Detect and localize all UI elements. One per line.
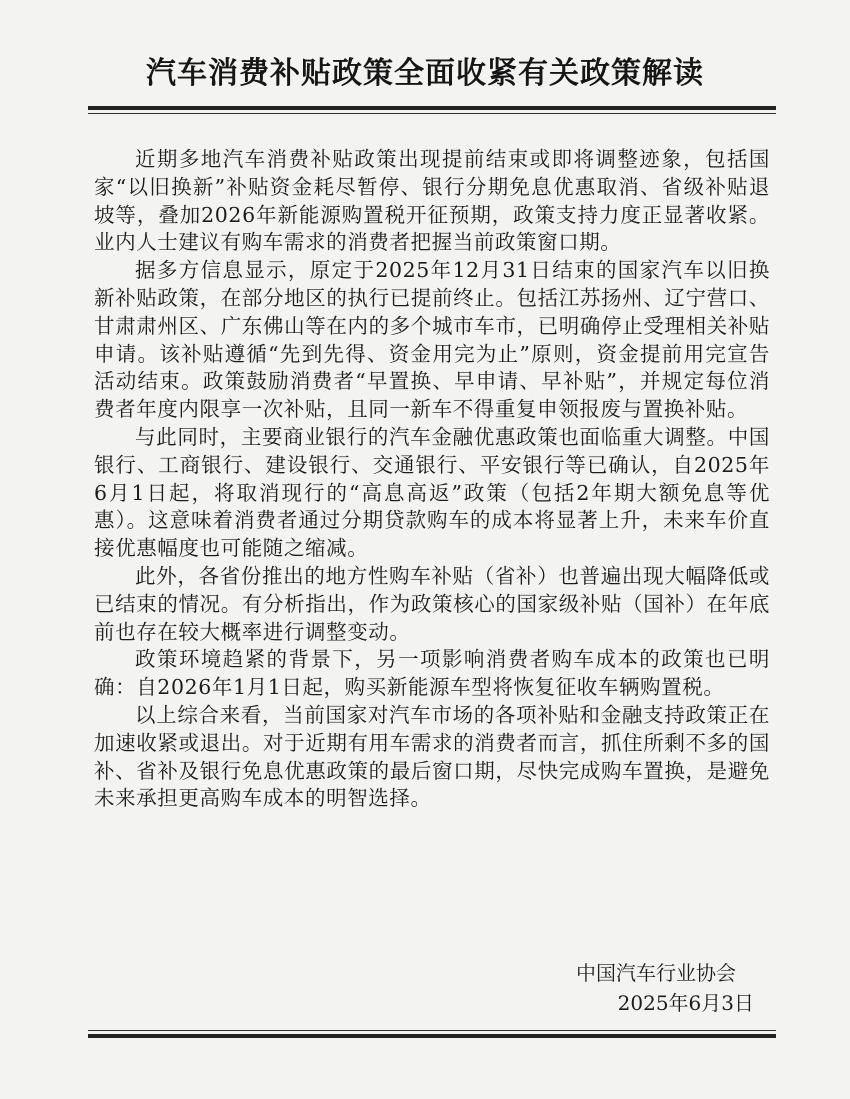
signature-block: [576, 958, 754, 1018]
header-rule-thin: [88, 113, 776, 114]
signature-organization: 中国汽车行业协会: [576, 961, 736, 985]
footer-rule-thin: [88, 1030, 776, 1031]
paragraph-6: 以上综合来看，当前国家对汽车市场的各项补贴和金融支持政策正在加速收紧或退出。对于近期有用车需求的消费者而言，抓住所剩不多的国补、省补及银行免息优惠政策的最后窗口期，尽快完成购车置换，是避免未来承担更高购车成本的明智选择。: [94, 702, 770, 811]
header-rule-thick: [88, 106, 776, 110]
document-body: [94, 146, 770, 813]
paragraph-3: 与此同时，主要商业银行的汽车金融优惠政策也面临重大调整。中国银行、工商银行、建设银行、交通银行、平安银行等已确认，自2025年6月1日起，将取消现行的“高息高返”政策（包括2年期大额免息等优惠）。这意味着消费者通过分期贷款购车的成本将显著上升，未来车价直接优惠幅度也可能随之缩减。: [94, 424, 770, 561]
paragraph-1: 近期多地汽车消费补贴政策出现提前结束或即将调整迹象，包括国家“以旧换新”补贴资金耗尽暂停、银行分期免息优惠取消、省级补贴退坡等，叠加2026年新能源购置税开征预期，政策支持力度正显著收紧。业内人士建议有购车需求的消费者把握当前政策窗口期。: [94, 147, 770, 255]
footer-rule-thick: [88, 1034, 776, 1038]
paragraph-2: 据多方信息显示，原定于2025年12月31日结束的国家汽车以旧换新补贴政策，在部分地区的执行已提前终止。包括江苏扬州、辽宁营口、甘肃肃州区、广东佛山等在内的多个城市车市，已明确停止受理相关补贴申请。该补贴遵循“先到先得、资金用完为止”原则，资金提前用完宣告活动结束。政策鼓励消费者“早置换、早申请、早补贴”，并规定每位消费者年度内限享一次补贴，且同一新车不得重复申领报废与置换补贴。: [94, 258, 770, 422]
paragraph-5: 政策环境趋紧的背景下，另一项影响消费者购车成本的政策也已明确：自2026年1月1日起，购买新能源车型将恢复征收车辆购置税。: [94, 647, 770, 700]
document-title: 汽车消费补贴政策全面收紧有关政策解读: [146, 56, 704, 91]
signature-date: 2025年6月3日: [617, 991, 754, 1015]
paragraph-4: 此外，各省份推出的地方性购车补贴（省补）也普遍出现大幅降低或已结束的情况。有分析指出，作为政策核心的国家级补贴（国补）在年底前也存在较大概率进行调整变动。: [94, 563, 770, 644]
